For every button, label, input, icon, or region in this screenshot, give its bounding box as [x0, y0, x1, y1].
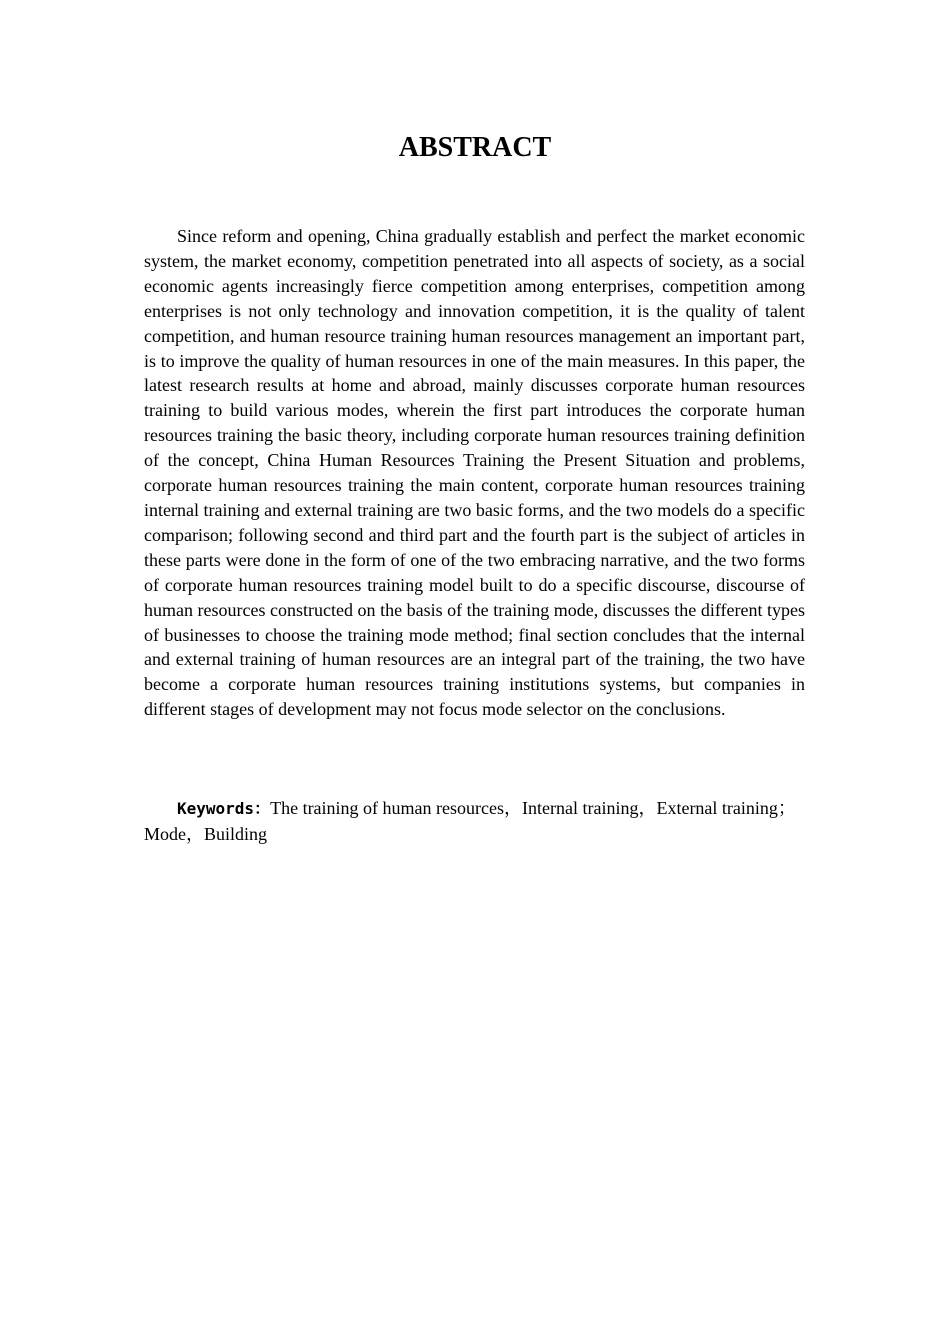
abstract-paragraph: Since reform and opening, China gradually establish and perfect the market economic system, the market economy, competition penetrated into all aspects of society, as a social economic agents increasingly fierce competition among enterprises, competition among enterprises is not only technology and innovation competition, it is the quality of talent competition, and human resource training human resources management an important part, is to improve the quality of human resources in one of the main measures. In this paper, the latest research results at home and abroad, mainly discusses corporate human resources training to build various modes, wherein the first part introduces the corporate human resources training the basic theory, including corporate human resources training definition of the concept, China Human Resources Training the Present Situation and problems, corporate human resources training the main content, corporate human resources training internal training and external training are two basic forms, and the two models do a specific comparison; following second and third part and the fourth part is the subject of articles in these parts were done in the form of one of the two embracing narrative, and the two forms of corporate human resources training model built to do a specific discourse, discourse of human resources constructed on the basis of the training mode, discusses the different types of businesses to choose the training mode method; final section concludes that the internal and external training of human resources are an integral part of the training, the two have become a corporate human resources training institutions systems, but companies in different stages of development may not focus mode selector on the conclusions.: [144, 226, 805, 720]
keywords-label: Keywords：: [177, 799, 271, 818]
keywords-text: The training of human resources，Internal training，External training；Mode，Building: [144, 798, 796, 844]
keywords-line: [144, 796, 805, 847]
abstract-title: ABSTRACT: [398, 132, 552, 163]
